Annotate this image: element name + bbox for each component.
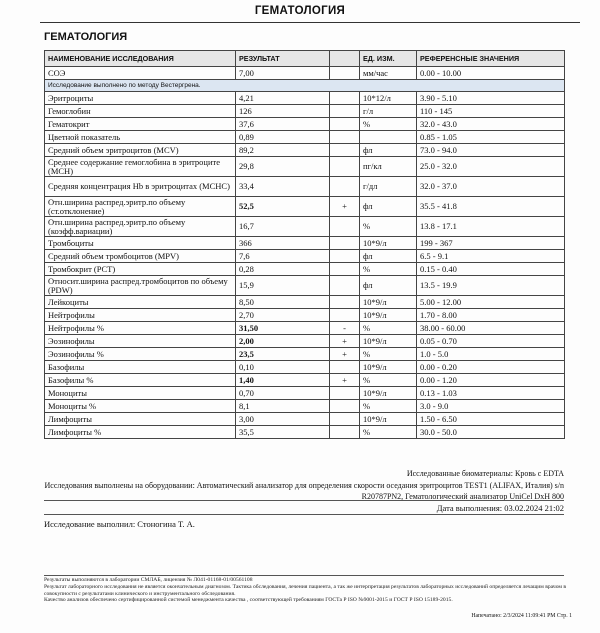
cell-result: 8,1: [236, 400, 330, 413]
cell-flag: +: [330, 197, 360, 217]
column-header-reference: РЕФЕРЕНСНЫЕ ЗНАЧЕНИЯ: [417, 51, 565, 67]
cell-reference: 0.00 - 0.20: [417, 361, 565, 374]
cell-reference: 73.0 - 94.0: [417, 144, 565, 157]
table-row: [45, 335, 565, 348]
cell-reference: 1.0 - 5.0: [417, 348, 565, 361]
cell-reference: 6.5 - 9.1: [417, 250, 565, 263]
cell-reference: 32.0 - 37.0: [417, 177, 565, 197]
table-row: [45, 250, 565, 263]
cell-result: 3,00: [236, 413, 330, 426]
table-row: [45, 237, 565, 250]
cell-result: 7,00: [236, 67, 330, 80]
cell-reference: 0.13 - 1.03: [417, 387, 565, 400]
cell-result: 4,21: [236, 92, 330, 105]
cell-result: 15,9: [236, 276, 330, 296]
cell-unit: г/дл: [360, 177, 417, 197]
cell-unit: 10*9/л: [360, 413, 417, 426]
cell-test-name: Среднее содержание гемоглобина в эритроците (MCH): [45, 157, 236, 177]
table-row: [45, 348, 565, 361]
cell-reference: 0.05 - 0.70: [417, 335, 565, 348]
cell-test-name: Тромбокрит (PCT): [45, 263, 236, 276]
table-row: [45, 197, 565, 217]
table-row: [45, 400, 565, 413]
cell-unit: фл: [360, 250, 417, 263]
cell-flag: [330, 296, 360, 309]
footer-notes: [44, 577, 572, 604]
table-row: [45, 361, 565, 374]
table-row: [45, 67, 565, 80]
report-title: ГЕМАТОЛОГИЯ: [254, 5, 346, 17]
cell-flag: [330, 217, 360, 237]
table-row: [45, 309, 565, 322]
cell-test-name: Отн.ширина распред.эритр.по объему (коэфф.вариации): [45, 217, 236, 237]
cell-flag: -: [330, 322, 360, 335]
results-body: [45, 67, 565, 439]
cell-flag: [330, 250, 360, 263]
cell-unit: %: [360, 374, 417, 387]
table-row: [45, 131, 565, 144]
cell-reference: 0.15 - 0.40: [417, 263, 565, 276]
cell-test-name: Гематокрит: [45, 118, 236, 131]
cell-test-name: Отн.ширина распред.эритр.по объему (ст.отклонение): [45, 197, 236, 217]
column-header-unit: ЕД. ИЗМ.: [360, 51, 417, 67]
cell-reference: 35.5 - 41.8: [417, 197, 565, 217]
cell-result: 37,6: [236, 118, 330, 131]
cell-flag: [330, 157, 360, 177]
cell-test-name: Базофилы: [45, 361, 236, 374]
table-row: [45, 387, 565, 400]
cell-test-name: Средний объем тромбоцитов (MPV): [45, 250, 236, 263]
cell-unit: мм/час: [360, 67, 417, 80]
cell-flag: +: [330, 348, 360, 361]
cell-result: 29,8: [236, 157, 330, 177]
table-row: [45, 426, 565, 439]
cell-reference: 0.85 - 1.05: [417, 131, 565, 144]
divider: [44, 514, 564, 515]
cell-unit: %: [360, 217, 417, 237]
cell-result: 33,4: [236, 177, 330, 197]
cell-reference: 30.0 - 50.0: [417, 426, 565, 439]
footer-line: Результаты выполняются в лаборатории СМЛАБ, лицензия № Л041-01168-01/00561108: [44, 577, 253, 583]
divider: [44, 500, 564, 501]
cell-unit: фл: [360, 276, 417, 296]
cell-result: 8,50: [236, 296, 330, 309]
cell-test-name: Цветной показатель: [45, 131, 236, 144]
cell-result: 35,5: [236, 426, 330, 439]
table-row: [45, 105, 565, 118]
cell-unit: пг/кл: [360, 157, 417, 177]
cell-reference: 199 - 367: [417, 237, 565, 250]
table-row: [45, 157, 565, 177]
cell-test-name: Лимфоциты: [45, 413, 236, 426]
cell-flag: [330, 400, 360, 413]
method-note: Исследование выполнено по методу Вестергрена.: [45, 80, 565, 92]
cell-result: 0,10: [236, 361, 330, 374]
table-row: [45, 144, 565, 157]
cell-unit: 10*9/л: [360, 335, 417, 348]
equipment-text: Исследования выполнены на оборудовании: Автоматический анализатор для определения скорости оседания эритроцитов TEST1 (ALIFAX, Италия) s/n R20787PN2, Гематологический анализатор UniCel DxH 800: [44, 481, 564, 501]
cell-test-name: Относит.ширина распред.тромбоцитов по объему (PDW): [45, 276, 236, 296]
results-table: [44, 50, 565, 439]
cell-result: 366: [236, 237, 330, 250]
cell-test-name: Моноциты: [45, 387, 236, 400]
table-row: [45, 92, 565, 105]
cell-unit: г/л: [360, 105, 417, 118]
cell-reference: 1.70 - 8.00: [417, 309, 565, 322]
biomaterial-text: Исследованные биоматериалы: Кровь с EDTA: [406, 469, 564, 478]
cell-flag: [330, 426, 360, 439]
cell-result: 31,50: [236, 322, 330, 335]
column-header-result: РЕЗУЛЬТАТ: [236, 51, 330, 67]
column-header-flag: [330, 51, 360, 67]
cell-unit: %: [360, 263, 417, 276]
footer-line: Результат лабораторного исследования не является окончательным диагнозом. Тактика обследования, лечения пациента, а так же интерпретация результатов лабораторных исследований определяется лечащим врачом в совокупности с результатами клинического и инструментального обследования.: [44, 583, 567, 597]
cell-test-name: Тромбоциты: [45, 237, 236, 250]
cell-test-name: Лимфоциты %: [45, 426, 236, 439]
cell-test-name: Эритроциты: [45, 92, 236, 105]
cell-flag: [330, 177, 360, 197]
cell-test-name: Нейтрофилы %: [45, 322, 236, 335]
footer-line: Качество анализов обеспечено сертифицированной системой менеджмента качества , соответствующей требованиям ГОСТа Р ISO №9001-2015 и ГОСТ Р ISO 15189-2015.: [44, 597, 453, 604]
cell-reference: 38.00 - 60.00: [417, 322, 565, 335]
cell-reference: 3.0 - 9.0: [417, 400, 565, 413]
cell-flag: [330, 237, 360, 250]
cell-flag: [330, 67, 360, 80]
cell-reference: 110 - 145: [417, 105, 565, 118]
cell-unit: 10*9/л: [360, 309, 417, 322]
cell-unit: %: [360, 322, 417, 335]
table-row: [45, 217, 565, 237]
cell-flag: [330, 387, 360, 400]
column-header-name: НАИМЕНОВАНИЕ ИССЛЕДОВАНИЯ: [45, 51, 236, 67]
cell-result: 89,2: [236, 144, 330, 157]
cell-test-name: Эозинофилы: [45, 335, 236, 348]
cell-flag: [330, 105, 360, 118]
printed-timestamp: Напечатано: 2/3/2024 11:09:41 PM Стр. 1: [471, 613, 572, 619]
cell-unit: 10*9/л: [360, 387, 417, 400]
cell-reference: 13.5 - 19.9: [417, 276, 565, 296]
table-row: [45, 322, 565, 335]
cell-result: 23,5: [236, 348, 330, 361]
cell-flag: +: [330, 335, 360, 348]
cell-result: 7,6: [236, 250, 330, 263]
table-row: [45, 296, 565, 309]
cell-flag: +: [330, 374, 360, 387]
cell-result: 0,70: [236, 387, 330, 400]
cell-reference: 3.90 - 5.10: [417, 92, 565, 105]
cell-flag: [330, 276, 360, 296]
cell-flag: [330, 361, 360, 374]
title-divider: [40, 22, 580, 23]
performer-text: Исследование выполнил: Стоногина Т. А.: [44, 519, 195, 529]
table-row: [45, 374, 565, 387]
cell-reference: 32.0 - 43.0: [417, 118, 565, 131]
method-note-row: [45, 80, 565, 92]
cell-flag: [330, 144, 360, 157]
table-row: [45, 413, 565, 426]
cell-test-name: Эозинофилы %: [45, 348, 236, 361]
cell-flag: [330, 92, 360, 105]
cell-flag: [330, 413, 360, 426]
cell-reference: 0.00 - 1.20: [417, 374, 565, 387]
cell-result: 2,70: [236, 309, 330, 322]
cell-unit: %: [360, 118, 417, 131]
cell-flag: [330, 118, 360, 131]
cell-result: 1,40: [236, 374, 330, 387]
table-row: [45, 177, 565, 197]
table-row: [45, 276, 565, 296]
footer-divider: [44, 575, 564, 576]
cell-test-name: Гемоглобин: [45, 105, 236, 118]
cell-unit: 10*9/л: [360, 237, 417, 250]
cell-test-name: Средняя концентрация Hb в эритроцитах (MCHC): [45, 177, 236, 197]
cell-unit: [360, 131, 417, 144]
cell-reference: 13.8 - 17.1: [417, 217, 565, 237]
cell-test-name: Лейкоциты: [45, 296, 236, 309]
cell-test-name: СОЭ: [45, 67, 236, 80]
table-header-row: [45, 51, 565, 67]
cell-reference: 0.00 - 10.00: [417, 67, 565, 80]
cell-test-name: Моноциты %: [45, 400, 236, 413]
cell-unit: фл: [360, 197, 417, 217]
cell-test-name: Средний объем эритроцитов (MCV): [45, 144, 236, 157]
cell-unit: 10*9/л: [360, 361, 417, 374]
cell-reference: 1.50 - 6.50: [417, 413, 565, 426]
cell-result: 0,89: [236, 131, 330, 144]
cell-result: 126: [236, 105, 330, 118]
cell-unit: %: [360, 400, 417, 413]
cell-flag: [330, 263, 360, 276]
section-title: ГЕМАТОЛОГИЯ: [44, 31, 128, 43]
completion-date: Дата выполнения: 03.02.2024 21:02: [436, 503, 564, 513]
cell-unit: %: [360, 426, 417, 439]
cell-unit: %: [360, 348, 417, 361]
cell-result: 0,28: [236, 263, 330, 276]
cell-test-name: Нейтрофилы: [45, 309, 236, 322]
cell-unit: 10*12/л: [360, 92, 417, 105]
cell-reference: 25.0 - 32.0: [417, 157, 565, 177]
cell-reference: 5.00 - 12.00: [417, 296, 565, 309]
cell-flag: [330, 131, 360, 144]
cell-flag: [330, 309, 360, 322]
cell-result: 52,5: [236, 197, 330, 217]
cell-result: 16,7: [236, 217, 330, 237]
cell-test-name: Базофилы %: [45, 374, 236, 387]
cell-unit: фл: [360, 144, 417, 157]
table-row: [45, 263, 565, 276]
table-row: [45, 118, 565, 131]
cell-result: 2,00: [236, 335, 330, 348]
cell-unit: 10*9/л: [360, 296, 417, 309]
